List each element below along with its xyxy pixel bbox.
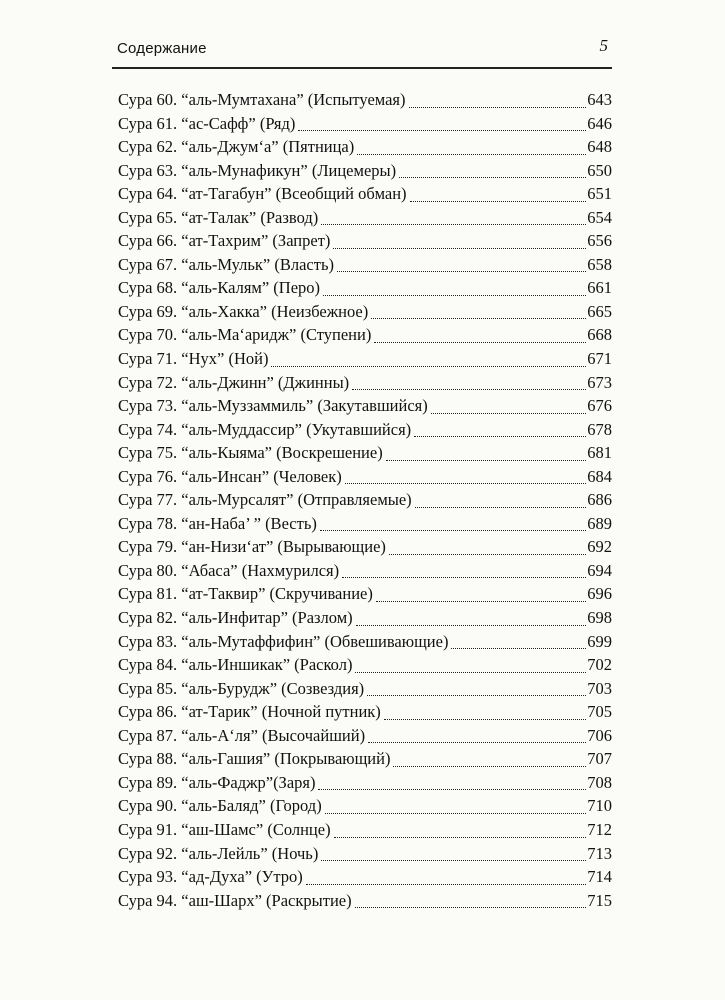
toc-entry: [118, 653, 612, 677]
toc-entry-page: 656: [587, 231, 612, 251]
toc-entry-page: 689: [587, 513, 612, 533]
toc-entry-title: Сура 90. “аль-Баляд” (Город): [118, 796, 322, 816]
toc-entry: [118, 794, 612, 818]
toc-entry-page: 643: [587, 90, 612, 109]
toc-entry: [118, 88, 612, 112]
toc-entry-title: Сура 61. “ас-Сафф” (Ряд): [118, 113, 296, 133]
toc-entry: [118, 747, 612, 771]
toc-entry-title: Сура 68. “аль-Калям” (Перо): [118, 278, 321, 298]
dot-leader: [318, 789, 586, 790]
toc-entry: [118, 135, 612, 159]
toc-entry-title: Сура 72. “аль-Джинн” (Джинны): [118, 372, 350, 392]
toc-entry-page: 686: [587, 490, 612, 510]
table-of-contents: [118, 88, 612, 912]
toc-entry-page: 678: [587, 419, 612, 439]
toc-entry-title: Сура 82. “аль-Инфитар” (Разлом): [118, 608, 353, 628]
toc-entry-title: Сура 91. “аш-Шамс” (Солнце): [118, 819, 331, 839]
dot-leader: [371, 318, 586, 319]
toc-entry-title: Сура 88. “аль-Гашия” (Покрывающий): [118, 749, 391, 769]
toc-entry-page: 694: [587, 560, 612, 580]
dot-leader: [325, 813, 587, 814]
toc-entry-page: 681: [587, 443, 612, 463]
dot-leader: [334, 837, 587, 838]
toc-entry-page: 668: [587, 325, 612, 345]
toc-entry-title: Сура 94. “аш-Шарх” (Раскрытие): [118, 890, 352, 910]
toc-entry: [118, 512, 612, 536]
dot-leader: [399, 177, 586, 178]
toc-entry-title: Сура 73. “аль-Муззаммиль” (Закутавшийся): [118, 396, 428, 416]
toc-entry-page: 712: [587, 819, 612, 839]
toc-entry: [118, 535, 612, 559]
page-number: 5: [599, 36, 608, 55]
running-head: [117, 38, 610, 62]
running-title: Содержание: [117, 40, 207, 57]
toc-entry: [118, 159, 612, 183]
toc-entry-page: 714: [587, 867, 612, 887]
dot-leader: [320, 530, 586, 531]
toc-entry-title: Сура 70. “аль-Ма‘аридж” (Ступени): [118, 325, 372, 345]
toc-entry-page: 708: [587, 772, 612, 792]
dot-leader: [431, 413, 587, 414]
toc-entry-page: 698: [587, 608, 612, 628]
toc-entry-page: 671: [587, 349, 612, 369]
dot-leader: [374, 342, 586, 343]
toc-entry: [118, 112, 612, 136]
toc-entry-page: 699: [587, 631, 612, 651]
toc-entry-page: 702: [587, 655, 612, 675]
toc-entry-page: 684: [587, 466, 612, 486]
toc-entry: [118, 889, 612, 913]
toc-entry-title: Сура 84. “аль-Иншикак” (Раскол): [118, 655, 353, 675]
dot-leader: [345, 483, 586, 484]
toc-entry: [118, 465, 612, 489]
toc-entry-title: Сура 71. “Нух” (Ной): [118, 349, 269, 369]
toc-entry-title: Сура 62. “аль-Джум‘а” (Пятница): [118, 137, 355, 157]
dot-leader: [376, 601, 586, 602]
toc-entry: [118, 818, 612, 842]
toc-entry-title: Сура 77. “аль-Мурсалят” (Отправляемые): [118, 490, 412, 510]
dot-leader: [367, 695, 586, 696]
toc-entry-title: Сура 86. “ат-Тарик” (Ночной путник): [118, 702, 381, 722]
toc-entry-page: 692: [587, 537, 612, 557]
toc-entry-page: 650: [587, 160, 612, 180]
toc-entry-page: 658: [587, 254, 612, 274]
dot-leader: [368, 742, 586, 743]
toc-entry-page: 706: [587, 725, 612, 745]
toc-entry-title: Сура 83. “аль-Мутаффифин” (Обвешивающие): [118, 631, 449, 651]
toc-entry-title: Сура 80. “Абаса” (Нахмурился): [118, 560, 340, 580]
dot-leader: [323, 295, 586, 296]
toc-entry-page: 713: [587, 843, 612, 863]
dot-leader: [306, 884, 587, 885]
toc-entry-title: Сура 81. “ат-Таквир” (Скручивание): [118, 584, 373, 604]
toc-entry-page: 676: [587, 396, 612, 416]
dot-leader: [321, 860, 586, 861]
toc-entry-title: Сура 75. “аль-Кыяма” (Воскрешение): [118, 443, 383, 463]
toc-entry-title: Сура 64. “ат-Тагабун” (Всеобщий обман): [118, 184, 407, 204]
dot-leader: [298, 130, 586, 131]
toc-entry: [118, 182, 612, 206]
dot-leader: [410, 201, 587, 202]
toc-entry-page: 661: [587, 278, 612, 298]
toc-entry: [118, 371, 612, 395]
dot-leader: [384, 719, 586, 720]
toc-entry-page: 705: [587, 702, 612, 722]
toc-entry-page: 707: [587, 749, 612, 769]
toc-entry-page: 665: [587, 301, 612, 321]
dot-leader: [271, 366, 586, 367]
toc-entry: [118, 394, 612, 418]
dot-leader: [414, 436, 586, 437]
toc-entry-page: 715: [587, 890, 612, 910]
dot-leader: [342, 577, 586, 578]
toc-entry-title: Сура 78. “ан-Наба’ ” (Весть): [118, 513, 317, 533]
toc-entry-title: Сура 65. “ат-Талак” (Развод): [118, 207, 319, 227]
toc-entry-title: Сура 63. “аль-Мунафикун” (Лицемеры): [118, 160, 397, 180]
dot-leader: [355, 907, 587, 908]
toc-entry-title: Сура 87. “аль-А‘ля” (Высочайший): [118, 725, 366, 745]
toc-entry-title: Сура 89. “аль-Фаджр”(Заря): [118, 772, 316, 792]
toc-entry-title: Сура 69. “аль-Хакка” (Неизбежное): [118, 301, 369, 321]
dot-leader: [337, 271, 586, 272]
dot-leader: [333, 248, 586, 249]
toc-entry: [118, 323, 612, 347]
toc-entry: [118, 606, 612, 630]
toc-entry: [118, 206, 612, 230]
toc-entry: [118, 347, 612, 371]
dot-leader: [386, 460, 587, 461]
toc-entry-page: 703: [587, 678, 612, 698]
toc-entry: [118, 276, 612, 300]
toc-entry: [118, 842, 612, 866]
toc-entry-page: 710: [587, 796, 612, 816]
toc-entry-page: 654: [587, 207, 612, 227]
toc-entry-title: Сура 67. “аль-Мульк” (Власть): [118, 254, 334, 274]
toc-entry-title: Сура 92. “аль-Лейль” (Ночь): [118, 843, 319, 863]
toc-entry-title: Сура 66. “ат-Тахрим” (Запрет): [118, 231, 331, 251]
dot-leader: [409, 107, 587, 108]
dot-leader: [352, 389, 586, 390]
toc-entry-title: Сура 76. “аль-Инсан” (Человек): [118, 466, 342, 486]
toc-entry: [118, 630, 612, 654]
toc-entry: [118, 724, 612, 748]
toc-entry-page: 673: [587, 372, 612, 392]
dot-leader: [357, 154, 586, 155]
toc-entry: [118, 700, 612, 724]
toc-entry-title: Сура 60. “аль-Мумтахана” (Испытуемая): [118, 90, 406, 109]
dot-leader: [355, 672, 586, 673]
toc-entry: [118, 677, 612, 701]
dot-leader: [389, 554, 586, 555]
toc-entry: [118, 771, 612, 795]
toc-entry: [118, 253, 612, 277]
toc-entry: [118, 559, 612, 583]
dot-leader: [415, 507, 587, 508]
toc-entry-page: 646: [587, 113, 612, 133]
toc-entry-title: Сура 74. “аль-Муддассир” (Укутавшийся): [118, 419, 412, 439]
header-rule: [112, 67, 612, 69]
toc-entry-page: 696: [587, 584, 612, 604]
dot-leader: [356, 625, 587, 626]
toc-entry: [118, 229, 612, 253]
toc-entry-page: 651: [587, 184, 612, 204]
toc-entry: [118, 865, 612, 889]
toc-entry: [118, 300, 612, 324]
toc-entry: [118, 488, 612, 512]
toc-entry-page: 648: [587, 137, 612, 157]
toc-entry: [118, 418, 612, 442]
toc-entry-title: Сура 79. “ан-Низи‘ат” (Вырывающие): [118, 537, 386, 557]
dot-leader: [321, 224, 586, 225]
dot-leader: [451, 648, 586, 649]
toc-entry: [118, 582, 612, 606]
toc-entry-title: Сура 93. “ад-Духа” (Утро): [118, 867, 303, 887]
dot-leader: [393, 766, 586, 767]
toc-entry-title: Сура 85. “аль-Бурудж” (Созвездия): [118, 678, 365, 698]
toc-entry: [118, 441, 612, 465]
